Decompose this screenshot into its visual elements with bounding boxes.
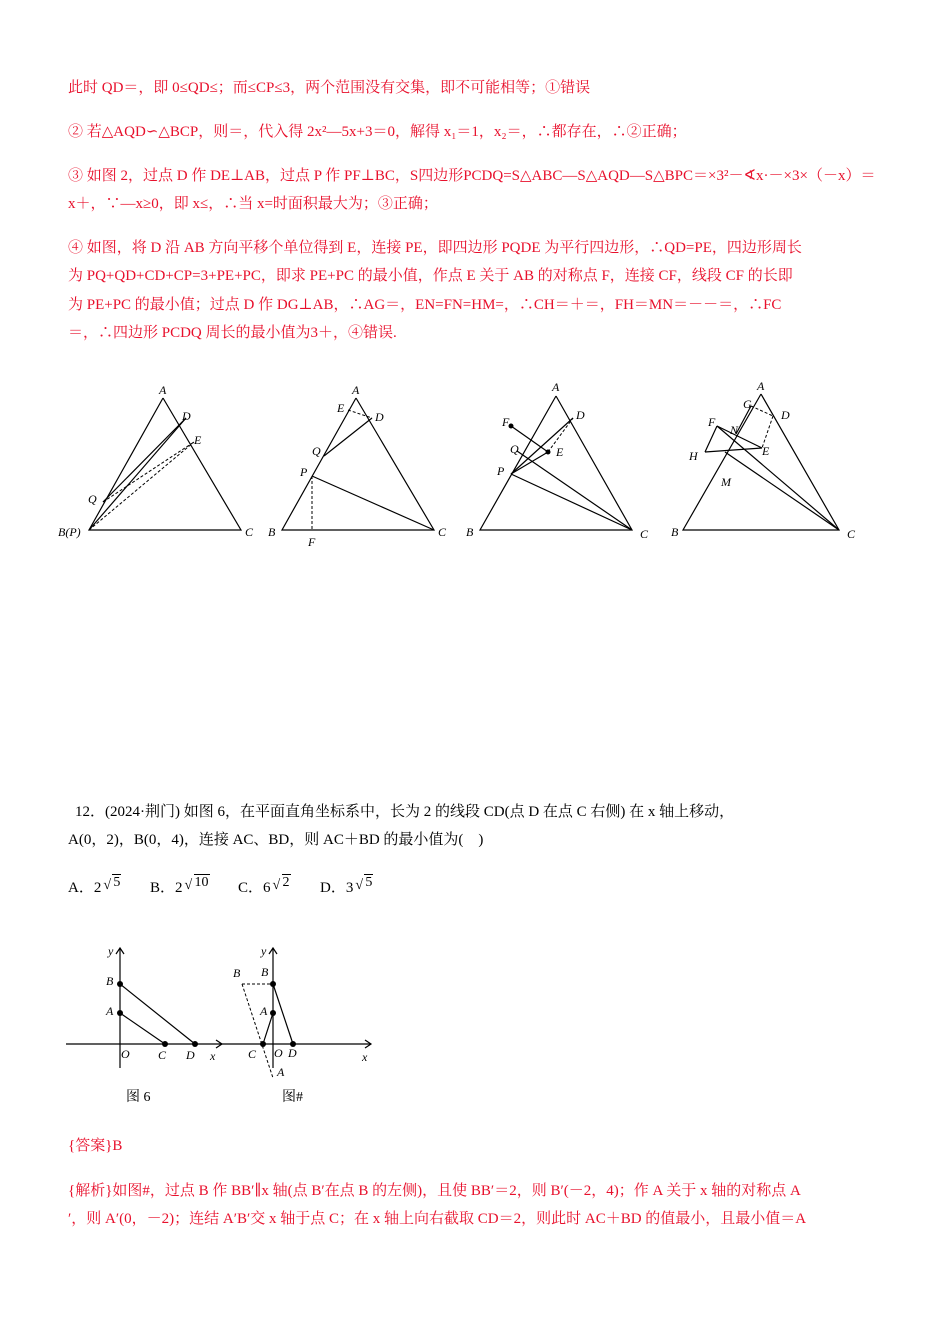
label-E: E — [194, 433, 202, 447]
label-D: D — [576, 408, 585, 422]
label-D: D — [186, 1048, 195, 1062]
caption-fig6: 图 6 — [126, 1090, 151, 1105]
triangle-figure-4 — [665, 378, 875, 553]
label-F: F — [708, 415, 716, 429]
label-P: P — [300, 465, 308, 479]
solution-line-4c: 为 PE+PC 的最小值；过点 D 作 DG⊥AB，∴AG＝，EN=FN=HM=，∴CH＝＋＝，FH＝MN＝－－＝，∴FC — [68, 297, 782, 313]
triangle-figure-2 — [260, 378, 460, 553]
label-A: A — [159, 383, 167, 397]
label-H: H — [689, 449, 698, 463]
coordinate-graph-fig6 — [62, 940, 227, 1070]
label-C: C — [640, 527, 649, 541]
analysis-line-1: {解析}如图#，过点 B 作 BB′∥x 轴(点 B′在点 B 的左侧)，且使 BB′＝2，则 B′(－2，4)；作 A 关于 x 轴的对称点 A — [68, 1183, 801, 1199]
label-A-prime: A — [277, 1065, 285, 1079]
label-E: E — [337, 401, 345, 415]
option-c: C．6 √ 2 — [238, 875, 290, 896]
option-d: D．3 √ 5 — [320, 875, 373, 896]
caption-figp: 图# — [282, 1090, 303, 1105]
option-a: A．2 √ 5 — [68, 875, 121, 896]
label-P: P — [497, 464, 505, 478]
label-A: A — [106, 1004, 114, 1018]
solution-line-4a: ④ 如图，将 D 沿 AB 方向平移个单位得到 E，连接 PE，即四边形 PQDE 为平行四边形，∴QD=PE，四边形周长 — [68, 240, 802, 256]
solution-line-4d: ＝，∴四边形 PCDQ 周长的最小值为3＋，④错误. — [68, 325, 397, 341]
question-line-2: A(0，2)，B(0，4)，连接 AC、BD，则 AC＋BD 的最小值为( ) — [68, 832, 484, 848]
label-y: y — [108, 944, 114, 958]
label-A: A — [352, 383, 360, 397]
solution-line-3a: ③ 如图 2，过点 D 作 DE⊥AB，过点 P 作 PF⊥BC，S四边形PCDQ=S△ABC—S△AQD—S△BPC＝×3²－∢x·－×3×（－x）＝ — [68, 168, 876, 184]
label-G: G — [743, 397, 752, 411]
label-BP: B(P) — [58, 525, 81, 539]
label-Q: Q — [88, 492, 97, 506]
label-O: O — [274, 1046, 283, 1060]
label-C: C — [438, 525, 447, 539]
label-A: A — [757, 379, 765, 393]
label-A: A — [260, 1004, 268, 1018]
label-F: F — [308, 535, 316, 549]
label-Q: Q — [312, 444, 321, 458]
label-D: D — [375, 410, 384, 424]
solution-line-2: ② 若△AQD∽△BCP，则＝，代入得 2x²—5x+3＝0，解得 x₁＝1，x₂＝，∴都存在，∴②正确； — [68, 124, 687, 140]
label-B: B — [466, 525, 474, 539]
label-B-prime: B — [233, 966, 241, 980]
label-A: A — [552, 380, 560, 394]
label-B: B — [261, 965, 269, 979]
label-F: F — [502, 415, 510, 429]
label-C: C — [245, 525, 254, 539]
label-C: C — [248, 1047, 257, 1061]
triangle-figure-1 — [55, 378, 265, 548]
question-line-1: 12．(2024·荆门) 如图 6，在平面直角坐标系中，长为 2 的线段 CD(点 D 在点 C 右侧) 在 x 轴上移动， — [75, 804, 735, 820]
label-B: B — [106, 974, 114, 988]
label-C: C — [158, 1048, 167, 1062]
label-O: O — [121, 1047, 130, 1061]
label-E: E — [556, 445, 564, 459]
coordinate-graph-figp — [215, 940, 380, 1080]
label-x: x — [210, 1049, 216, 1063]
answer: {答案}B — [68, 1138, 123, 1154]
label-C: C — [847, 527, 856, 541]
label-Q: Q — [510, 442, 519, 456]
label-D: D — [288, 1046, 297, 1060]
triangle-figure-3 — [462, 378, 662, 553]
label-E: E — [762, 444, 770, 458]
option-b: B．2 √ 10 — [150, 875, 209, 896]
label-B: B — [268, 525, 276, 539]
label-D: D — [182, 409, 191, 423]
analysis-line-2: ′，则 A′(0，－2)；连结 A′B′交 x 轴于点 C；在 x 轴上向右截取 CD＝2，则此时 AC＋BD 的值最小，且最小值＝A — [68, 1211, 807, 1227]
label-N: N — [730, 423, 739, 437]
label-B: B — [671, 525, 679, 539]
label-D: D — [781, 408, 790, 422]
solution-line-1: 此时 QD＝，即 0≤QD≤；而≤CP≤3，两个范围没有交集，即不可能相等；①错误 — [68, 80, 591, 96]
label-y: y — [261, 944, 267, 958]
label-x: x — [362, 1050, 368, 1064]
solution-line-3b: x＋，∵—x≥0，即 x≤，∴当 x=时面积最大为；③正确； — [68, 196, 438, 212]
label-M: M — [721, 475, 731, 489]
solution-line-4b: 为 PQ+QD+CD+CP=3+PE+PC，即求 PE+PC 的最小值，作点 E 关于 AB 的对称点 F，连接 CF，线段 CF 的长即 — [68, 268, 793, 284]
